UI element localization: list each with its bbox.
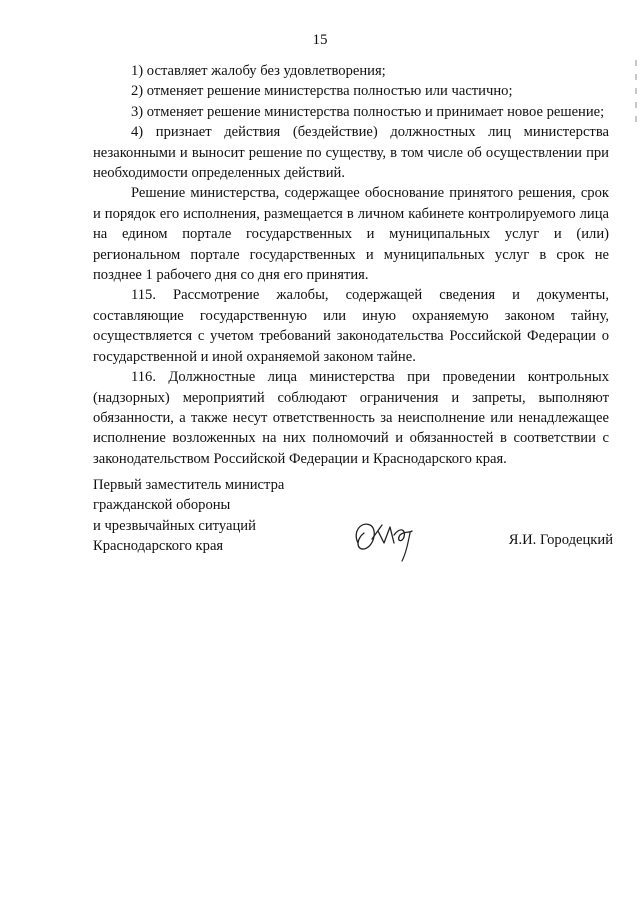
signatory-title-line: Первый заместитель министра <box>93 477 285 493</box>
scan-margin-marks <box>632 60 640 150</box>
signatory-title-line: гражданской обороны <box>93 497 231 514</box>
paragraph-item-1: 1) оставляет жалобу без удовлетворения; <box>131 63 386 79</box>
paragraph-115: 115. Рассмотрение жалобы, содержащей сведения и документы, составляющие государственную или иную охраняемую законом тайну, осуществляется с учетом требований законодательства Российской Федерации о государственной и иной охраняемой законом тайне. <box>93 287 609 365</box>
paragraph-decision-publication: Решение министерства, содержащее обоснование принятого решения, срок и порядок его исполнения, размещается в личном кабинете контролируемого лица на едином портале государственных и муниципальных услуг и (или) региональном портале государственных и муниципальных услуг в срок не позднее 1 рабочего дня со дня его принятия. <box>93 185 609 284</box>
handwritten-signature <box>348 513 438 563</box>
body-text <box>93 61 609 469</box>
signatory-title <box>93 475 284 557</box>
page-number: 15 <box>312 32 328 48</box>
signatory-title-line: Краснодарского края <box>93 538 224 555</box>
paragraph-116: 116. Должностные лица министерства при проведении контрольных (надзорных) мероприятий соблюдают ограничения и запреты, выполняют обязанности, а также несут ответственность за неисполнение или ненадлежащее исполнение возложенных на них полномочий и обязанностей в соответствии с законодательством Российской Федерации и Краснодарского края. <box>93 369 609 467</box>
paragraph-item-4: 4) признает действия (бездействие) должностных лиц министерства незаконными и выносит решение по существу, в том числе об осуществлении при необходимости определенных действий. <box>93 124 609 182</box>
paragraph-item-3: 3) отменяет решение министерства полностью и принимает новое решение; <box>131 103 605 120</box>
signatory-name: Я.И. Городецкий <box>508 532 613 548</box>
signature-block <box>93 475 613 575</box>
signatory-title-line: и чрезвычайных ситуаций <box>93 517 256 534</box>
paragraph-item-2: 2) отменяет решение министерства полностью или частично; <box>131 83 513 100</box>
